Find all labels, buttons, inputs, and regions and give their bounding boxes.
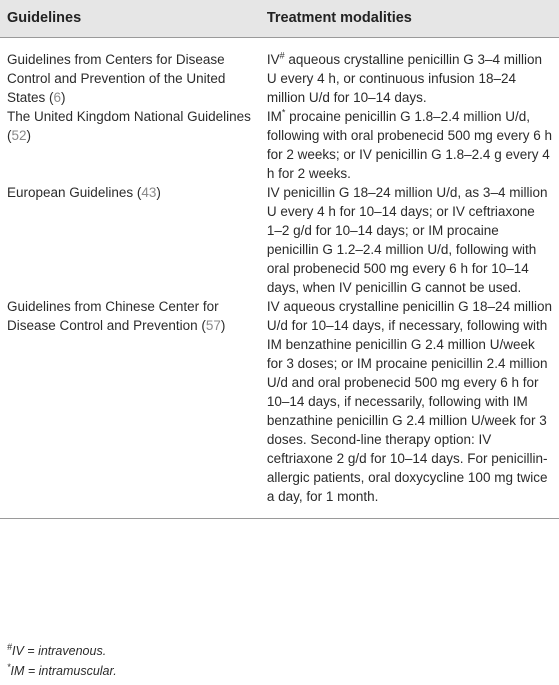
footnote-im [7,661,117,678]
guideline-name: The United Kingdom National Guidelines ( [7,109,251,143]
treatment-text: IV aqueous crystalline penicillin G 18–24 million U/d for 10–14 days, if necessary, following with IM benzathine penicillin G 2.4 million U/week for 3 doses; or IM procaine penicillin 2.4 million U/d and oral probenecid 500 mg every 6 h for 10–14 days, if necessarily, following with IM benzathine penicillin G 2.4 million U/week for 3 doses. Second-line therapy option: IV ceftriaxone 2 g/d for 10–14 days. For penicillin-allergic patients, oral doxycycline 100 mg twice a day, for 1 month. [266,299,552,504]
table-row [0,183,559,297]
header-row [0,0,559,38]
treatment-cell [260,297,559,519]
guideline-name: European Guidelines ( [7,185,142,200]
reference-link[interactable]: 43 [141,185,157,200]
treatment-text: IV penicillin G 18–24 million U/d, as 3–4 million U every 4 h for 10–14 days; or IV ceftriaxone 1–2 g/d for 10–14 days; or IM procaine penicillin G 1.2–2.4 million U/d, following with oral probenecid 500 mg every 6 h for 10–14 days, when IV penicillin G cannot be used. [266,185,548,295]
guideline-paren: ) [61,90,66,105]
table-row [0,107,559,183]
table-header [0,0,559,38]
header-treatment-modalities: Treatment modalities [260,0,559,38]
treatment-route: IV [266,52,280,67]
footnote-mark: # [7,641,13,652]
footnote-iv [7,641,107,658]
reference-link[interactable]: 52 [11,128,27,143]
guideline-cell [0,297,260,519]
footnote-text: IM = intramuscular. [10,664,117,678]
treatment-route: IM [266,109,282,124]
header-guidelines: Guidelines [0,0,260,38]
treatment-cell [260,38,559,108]
footnote-mark: # [279,50,285,61]
reference-link[interactable]: 6 [53,90,62,105]
treatment-text: aqueous crystalline penicillin G 3–4 million U every 4 h, or continuous infusion 18–24 million U/d for 10–14 days. [266,52,542,105]
reference-link[interactable]: 57 [205,318,221,333]
guideline-cell [0,107,260,183]
guideline-paren: ) [220,318,226,333]
treatment-text: procaine penicillin G 1.8–2.4 million U/d, following with oral probenecid 500 mg every 6 h for 2 weeks; or IV penicillin G 1.8–2.4 g every 4 h for 2 weeks. [266,109,552,181]
footnote-mark: * [281,107,286,118]
guideline-cell [0,183,260,297]
guideline-name: Guidelines from Centers for Disease Control and Prevention of the United States ( [7,52,226,105]
table-row [0,38,559,108]
treatment-cell [260,107,559,183]
treatment-cell [260,183,559,297]
table-row [0,297,559,519]
footnote-text: IV = intravenous. [12,644,107,658]
guideline-name: Guidelines from Chinese Center for Disease Control and Prevention ( [7,299,219,333]
table-body [0,38,559,519]
footnote-mark: * [7,661,11,672]
guideline-paren: ) [26,128,32,143]
guideline-cell [0,38,260,108]
guideline-paren: ) [156,185,161,200]
